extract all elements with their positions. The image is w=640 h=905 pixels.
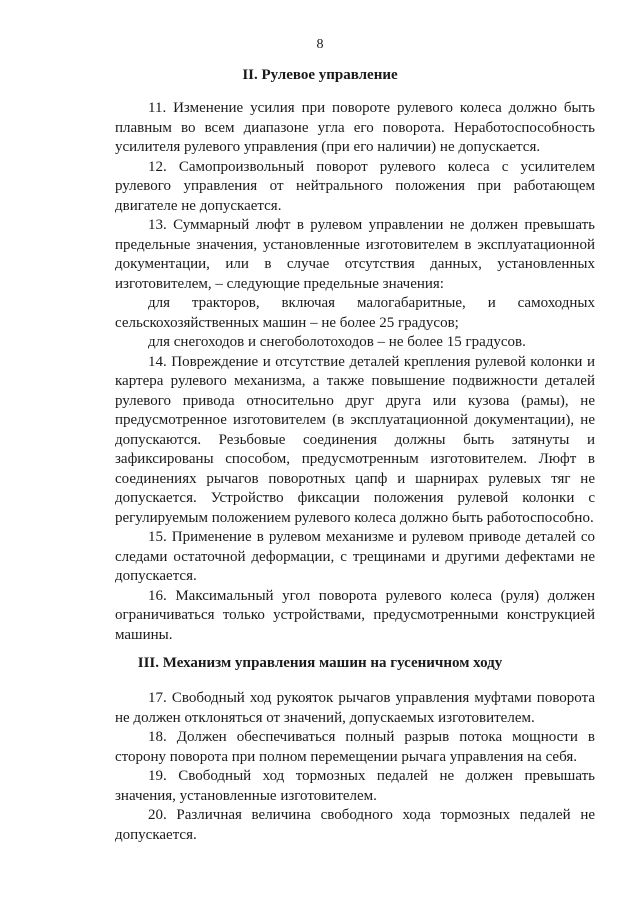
word: самоходных — [517, 295, 595, 311]
paragraph-13: 13. Суммарный люфт в рулевом управлении не должен превышать предельные значения, установленные изготовителем в эксплуатационной документации, или в случае отсутствия данных, установленных изготовителем, – следующие предельные значения: — [115, 217, 595, 292]
word: и — [487, 295, 496, 311]
paragraph-13-item-a-line — [115, 294, 595, 314]
section-2-body — [115, 99, 595, 645]
paragraph-13-item-a-cont: сельскохозяйственных машин – не более 25 градусов; — [115, 314, 459, 331]
word: малогабаритные, — [356, 295, 466, 311]
word: тракторов, — [191, 295, 260, 311]
section-3-title: III. Механизм управления машин на гусеничном ходу — [137, 655, 503, 671]
paragraph-20: 20. Различная величина свободного хода тормозных педалей не допускается. — [115, 807, 595, 843]
paragraph-14: 14. Повреждение и отсутствие деталей крепления рулевой колонки и картера рулевого механизма, а также повышение подвижности деталей рулевого привода относительно друг друга или кузова (рамы), не предусмотренное изготовителем (в эксплуатационной документации), не допускаются. Резьбовые соединения должны быть затянуты и зафиксированы способом, предусмотренным изготовителем. Люфт в соединениях рычагов поворотных цапф и шарнирах рулевых тяг не допускается. Устройство фиксации положения рулевой колонки с регулируемым положением рулевого колеса должно быть работоспособно. — [115, 353, 595, 526]
paragraph-19: 19. Свободный ход тормозных педалей не должен превышать значения, установленные изготовителем. — [115, 768, 595, 804]
paragraph-16: 16. Максимальный угол поворота рулевого колеса (руля) должен ограничиваться только устройствами, предусмотренными конструкцией машины. — [115, 587, 595, 643]
paragraph-13-item-b: для снегоходов и снегоболотоходов – не более 15 градусов. — [148, 334, 526, 350]
paragraph-18: 18. Должен обеспечиваться полный разрыв потока мощности в сторону поворота при полном перемещении рычага управления на себя. — [115, 729, 595, 765]
word: включая — [281, 295, 336, 311]
section-2-title: II. Рулевое управление — [242, 67, 398, 83]
page-number: 8 — [316, 37, 324, 52]
paragraph-17: 17. Свободный ход рукояток рычагов управления муфтами поворота не должен отклоняться от значений, допускаемых изготовителем. — [115, 690, 595, 726]
paragraph-11: 11. Изменение усилия при повороте рулевого колеса должно быть плавным во всем диапазоне угла его поворота. Неработоспособность усилителя рулевого управления (при его наличии) не допускается. — [115, 100, 595, 155]
paragraph-15: 15. Применение в рулевом механизме и рулевом приводе деталей со следами остаточной деформации, с трещинами и другими дефектами не допускается. — [115, 529, 595, 584]
section-3-body — [115, 689, 595, 845]
paragraph-12: 12. Самопроизвольный поворот рулевого колеса с усилителем рулевого управления от нейтрального положения при работающем двигателе не допускается. — [115, 158, 595, 214]
word: для — [148, 295, 171, 311]
